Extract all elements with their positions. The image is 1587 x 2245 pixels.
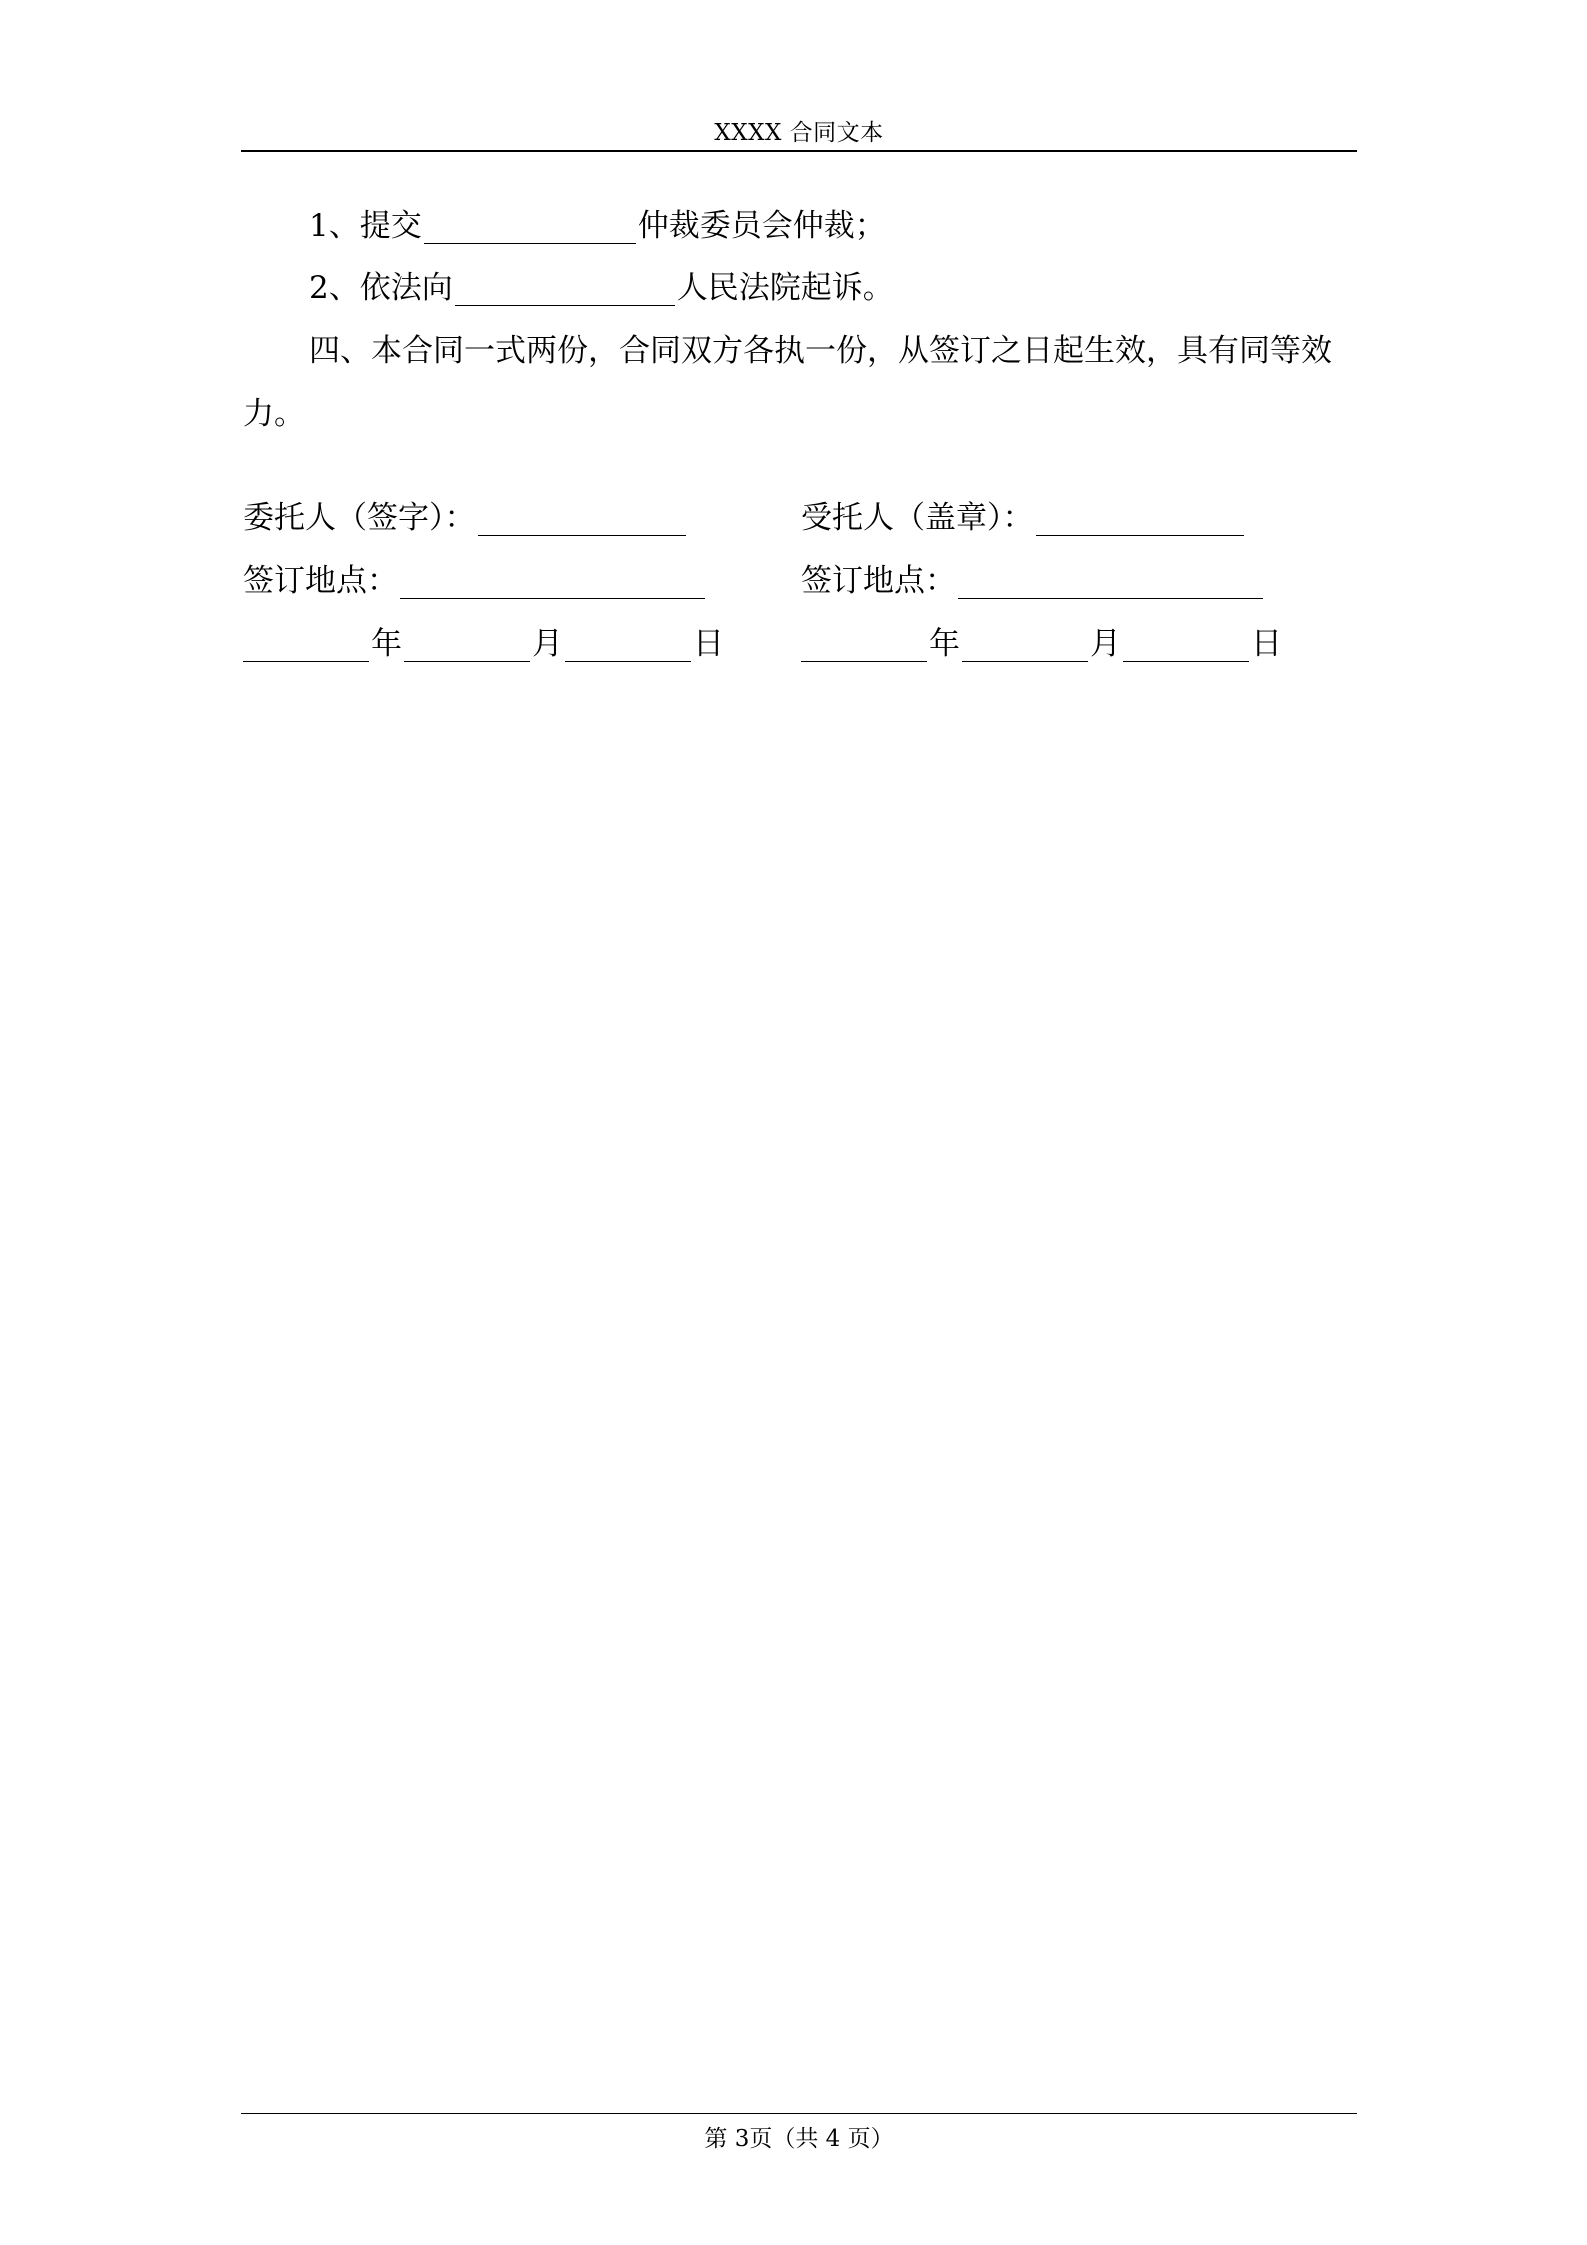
item1-suffix: 仲裁委员会仲裁； — [637, 208, 886, 244]
trustee-day-blank[interactable] — [1123, 631, 1249, 662]
trustee-date-line — [799, 626, 1282, 662]
client-month-blank[interactable] — [404, 631, 530, 662]
client-signature-line — [243, 500, 688, 536]
client-year-blank[interactable] — [243, 631, 369, 662]
trustee-place-label: 签订地点： — [801, 563, 956, 599]
clause-item-2 — [309, 270, 894, 306]
client-signature-label: 委托人（签字）： — [243, 500, 476, 536]
court-blank[interactable] — [455, 275, 675, 306]
item2-suffix: 人民法院起诉。 — [676, 270, 894, 306]
header-title: XXXX 合同文本 — [714, 120, 884, 146]
clause-item-1 — [309, 208, 886, 244]
client-year-label: 年 — [371, 626, 402, 662]
page-number: 第 3页（共 4 页） — [704, 2126, 894, 2152]
client-month-label: 月 — [532, 626, 563, 662]
trustee-month-blank[interactable] — [962, 631, 1088, 662]
item2-prefix: 2、依法向 — [309, 270, 453, 306]
page-header — [241, 110, 1357, 152]
page-footer — [241, 2113, 1357, 2154]
clause-4-line-2: 力。 — [243, 396, 305, 432]
trustee-place-line — [801, 563, 1265, 599]
client-day-blank[interactable] — [565, 631, 691, 662]
trustee-day-label: 日 — [1251, 626, 1282, 662]
client-date-line — [241, 626, 724, 662]
trustee-seal-label: 受托人（盖章）： — [801, 500, 1034, 536]
client-place-blank[interactable] — [400, 568, 705, 599]
client-place-label: 签订地点： — [243, 563, 398, 599]
client-place-line — [243, 563, 707, 599]
client-signature-blank[interactable] — [478, 505, 686, 536]
trustee-year-label: 年 — [929, 626, 960, 662]
trustee-seal-blank[interactable] — [1036, 505, 1244, 536]
clause-4-line-1: 四、本合同一式两份，合同双方各执一份，从签订之日起生效，具有同等效 — [309, 333, 1332, 369]
trustee-seal-line — [801, 500, 1246, 536]
trustee-place-blank[interactable] — [958, 568, 1263, 599]
trustee-month-label: 月 — [1090, 626, 1121, 662]
item1-prefix: 1、提交 — [309, 208, 422, 244]
arbitration-commission-blank[interactable] — [424, 213, 636, 244]
client-day-label: 日 — [693, 626, 724, 662]
trustee-year-blank[interactable] — [801, 631, 927, 662]
